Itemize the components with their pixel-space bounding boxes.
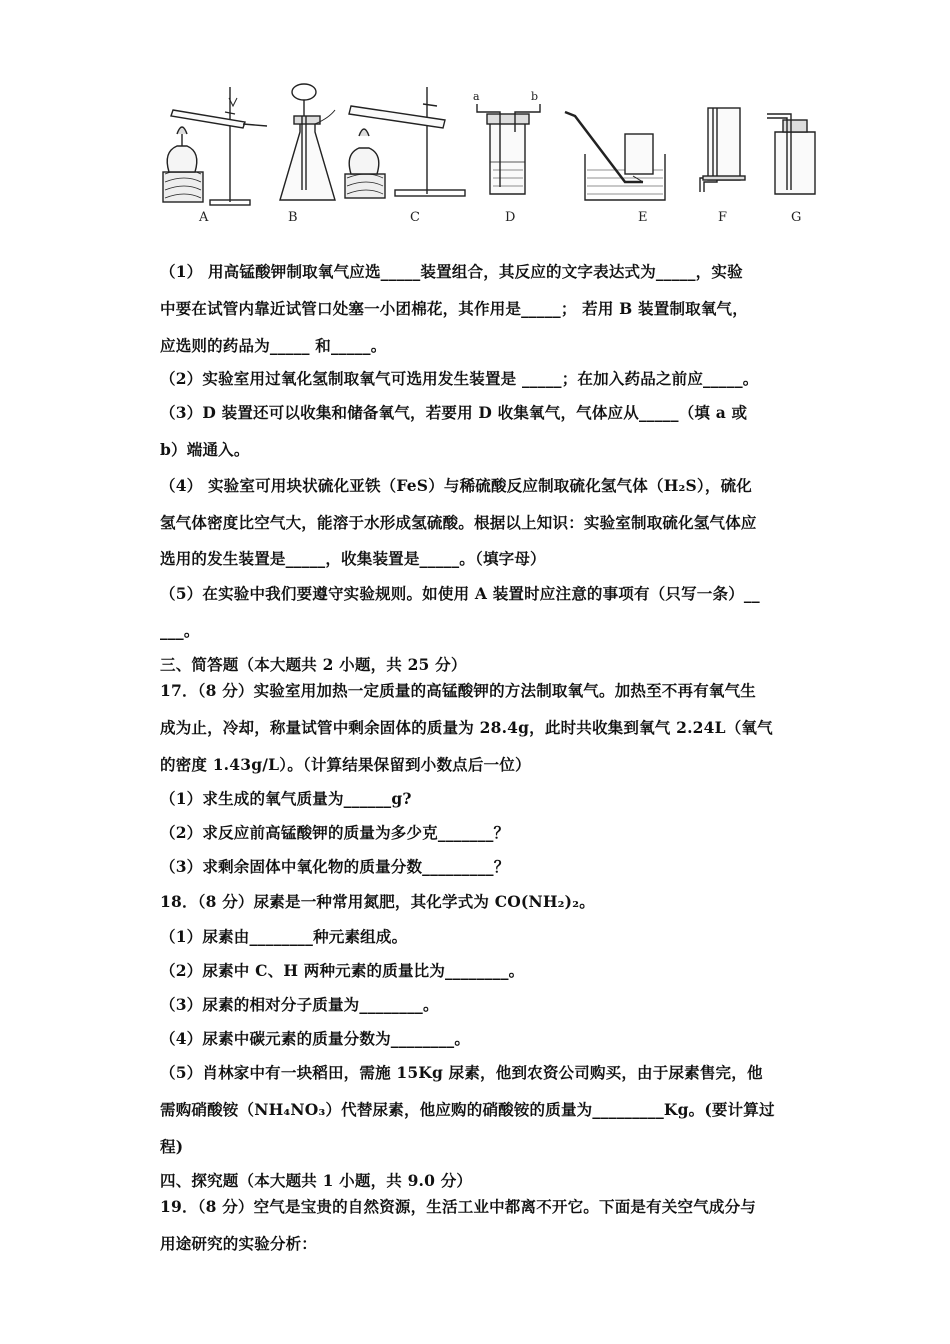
section-four-heading: 四、探究题（本大题共 1 小题，共 9.0 分） [160, 1171, 473, 1190]
apparatus-g [767, 114, 815, 194]
section-three-heading: 三、简答题（本大题共 2 小题，共 25 分） [160, 655, 467, 674]
q18-heading: 18．（8 分）尿素是一种常用氮肥，其化学式为 CO(NH₂)₂。 [160, 892, 595, 911]
q16-part1-line1: （1） 用高锰酸钾制取氧气应选_____装置组合，其反应的文字表达式为_____，实验 [160, 262, 743, 281]
apparatus-a [163, 87, 267, 205]
q17-part1: （1）求生成的氧气质量为______g? [160, 789, 412, 808]
q18-part5-line1: （5）肖林家中有一块稻田，需施 15Kg 尿素，他到农资公司购买，由于尿素售完，他 [160, 1063, 763, 1082]
figure-label-b: B [288, 210, 298, 225]
q17-line1: 17．（8 分）实验室用加热一定质量的高锰酸钾的方法制取氧气。加热至不再有氧气生 [160, 681, 757, 700]
q19-line2: 用途研究的实验分析： [160, 1234, 318, 1253]
figure-label-e: E [638, 210, 648, 225]
q16-part2: （2）实验室用过氧化氢制取氧气可选用发生装置是 _____；在加入药品之前应_____。 [160, 369, 759, 388]
figure-label-d: D [505, 210, 516, 225]
q16-part3-line1: （3）D 装置还可以收集和储备氧气，若要用 D 收集氧气，气体应从_____（填 a 或 [160, 403, 748, 422]
q16-part4-line3: 选用的发生装置是_____，收集装置是_____。（填字母） [160, 549, 546, 568]
q18-part4: （4）尿素中碳元素的质量分数为________。 [160, 1029, 471, 1048]
q16-part3-line2: b）端通入。 [160, 440, 250, 459]
apparatus-diagram [155, 82, 835, 227]
q18-part5-line2: 需购硝酸铵（NH₄NO₃）代替尿素，他应购的硝酸铵的质量为_________Kg。(要计算过 [160, 1100, 775, 1119]
q18-part3: （3）尿素的相对分子质量为________。 [160, 995, 439, 1014]
q17-part2: （2）求反应前高锰酸钾的质量为多少克_______？ [160, 823, 510, 842]
lab-apparatus-figure [155, 82, 835, 227]
q16-part4-line1: （4） 实验室可用块状硫化亚铁（FeS）与稀硫酸反应制取硫化氢气体（H₂S），硫化 [160, 476, 752, 495]
q18-part2: （2）尿素中 C、H 两种元素的质量比为________。 [160, 961, 525, 980]
port-label-b: b [531, 90, 539, 103]
figure-label-a: A [199, 210, 209, 225]
q16-part1-line2: 中要在试管内靠近试管口处塞一小团棉花，其作用是_____； 若用 B 装置制取氧气， [160, 299, 748, 318]
figure-label-c: C [410, 210, 420, 225]
apparatus-d [477, 104, 540, 194]
q18-part5-line3: 程) [160, 1137, 184, 1156]
figure-label-g: G [791, 210, 802, 225]
apparatus-c [345, 87, 465, 198]
q16-part5-line2: ___。 [160, 621, 200, 640]
q16-part1-line3: 应选则的药品为_____ 和_____。 [160, 336, 387, 355]
apparatus-f [700, 108, 745, 192]
q17-line2: 成为止，冷却，称量试管中剩余固体的质量为 28.4g，此时共收集到氧气 2.24L（氧气 [160, 718, 773, 737]
q17-line3: 的密度 1.43g/L）。（计算结果保留到小数点后一位） [160, 755, 531, 774]
q16-part4-line2: 氢气体密度比空气大，能溶于水形成氢硫酸。根据以上知识：实验室制取硫化氢气体应 [160, 513, 757, 532]
port-label-a: a [473, 90, 480, 103]
q18-part1: （1）尿素由________种元素组成。 [160, 927, 408, 946]
apparatus-b [280, 84, 335, 200]
q19-line1: 19．（8 分）空气是宝贵的自然资源，生活工业中都离不开它。下面是有关空气成分与 [160, 1197, 757, 1216]
q16-part5-line1: （5）在实验中我们要遵守实验规则。如使用 A 装置时应注意的事项有（只写一条）__ [160, 584, 760, 603]
apparatus-e [565, 112, 665, 200]
q17-part3: （3）求剩余固体中氧化物的质量分数_________？ [160, 857, 510, 876]
figure-label-f: F [718, 210, 728, 225]
